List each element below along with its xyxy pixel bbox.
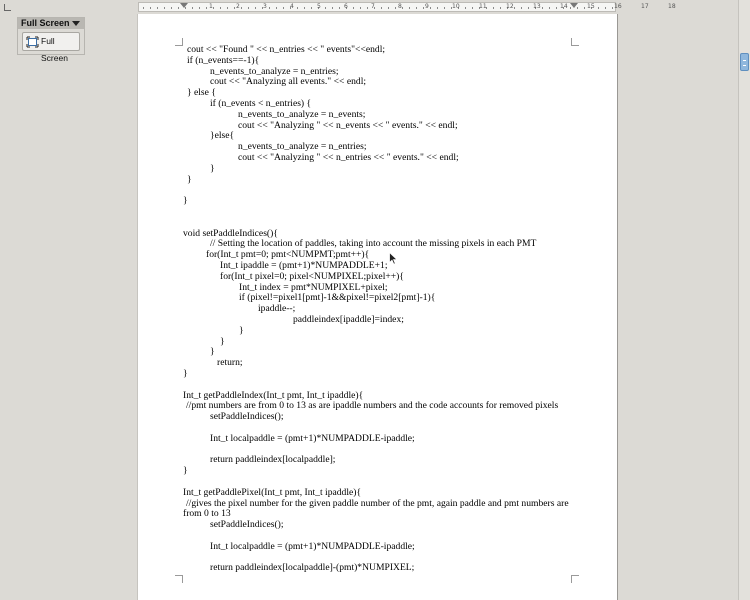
ruler-number: 17: [641, 3, 649, 10]
ruler-tick: [255, 7, 256, 9]
ruler-tick: [304, 7, 305, 9]
code-line: }: [183, 368, 188, 379]
ruler-tick: [367, 7, 368, 9]
ruler-tick: [381, 7, 382, 9]
ruler-number: 1: [209, 3, 213, 10]
crop-mark-bottom-right: [571, 575, 579, 583]
ruler-tick: [493, 7, 494, 9]
ruler-number: 8: [398, 3, 402, 10]
code-line: if (pixel!=pixel1[pmt]-1&&pixel!=pixel2[pmt]-1){: [239, 292, 436, 304]
code-line: }: [239, 324, 244, 336]
code-line: Int_t ipaddle = (pmt+1)*NUMPADDLE+1;: [220, 260, 388, 271]
crop-mark-top-left: [175, 38, 183, 46]
ruler-number: 5: [317, 3, 321, 10]
code-line: for(Int_t pmt=0; pmt<NUMPMT;pmt++){: [206, 249, 370, 261]
ruler-number: 6: [344, 3, 348, 10]
code-line: return;: [217, 357, 243, 369]
code-line: if (n_events==-1){: [187, 54, 260, 66]
code-line: ipaddle--;: [258, 303, 296, 315]
ruler-tick: [605, 7, 606, 9]
ruler-tick: [276, 7, 277, 9]
code-line: Int_t getPaddlePixel(Int_t pmt, Int_t ipaddle){: [183, 486, 362, 498]
ruler-tick: [220, 7, 221, 9]
code-line: }: [220, 335, 225, 347]
ruler-number: 12: [506, 3, 514, 10]
code-line: Int_t index = pmt*NUMPIXEL+pixel;: [239, 281, 388, 293]
ruler-tick: [395, 7, 396, 9]
ruler-tick: [598, 7, 599, 9]
chevron-down-icon[interactable]: [72, 21, 80, 26]
ruler-tick: [549, 7, 550, 9]
code-line: return paddleindex[localpaddle];: [210, 454, 336, 466]
ruler-number: 4: [290, 3, 294, 10]
full-screen-toolbar: [17, 17, 85, 63]
code-line: //gives the pixel number for the given paddle number of the pmt, again paddle and pmt numbers are: [186, 497, 569, 509]
ruler-tick: [269, 7, 270, 9]
ruler-tick: [332, 7, 333, 9]
ruler-tick: [192, 7, 193, 9]
ruler-tick: [402, 7, 403, 9]
ruler-tick: [521, 7, 522, 9]
ruler-tick: [500, 7, 501, 9]
ruler-tick: [178, 7, 179, 9]
code-line: } else {: [187, 87, 216, 99]
code-line: setPaddleIndices();: [210, 411, 284, 423]
ruler-tick: [213, 7, 214, 9]
code-line: from 0 to 13: [183, 508, 231, 520]
code-line: cout << "Analyzing all events." << endl;: [210, 76, 367, 88]
ruler-tick: [248, 7, 249, 9]
code-line: }: [183, 465, 188, 477]
ruler-number: 11: [479, 3, 487, 10]
code-line: //pmt numbers are from 0 to 13 as are ipaddle numbers and the code accounts for removed pixels: [186, 400, 559, 412]
code-line: cout << "Found " << n_entries << " events"<<endl;: [187, 44, 386, 55]
code-line: for(Int_t pixel=0; pixel<NUMPIXEL;pixel++){: [220, 270, 404, 282]
code-line: }: [187, 173, 192, 185]
ruler-number: 15: [587, 3, 595, 10]
ruler-tick: [325, 7, 326, 9]
code-line: // Setting the location of paddles, taking into account the missing pixels in each PMT: [210, 238, 537, 250]
full-screen-button-label: Full Screen: [41, 36, 68, 63]
code-line: paddleindex[ipaddle]=index;: [293, 314, 404, 325]
code-line: }: [183, 195, 188, 207]
ruler-tick: [584, 7, 585, 9]
ruler-tick: [423, 7, 424, 9]
ruler-tick: [150, 7, 151, 9]
code-line: n_events_to_analyze = n_entries;: [210, 65, 339, 77]
code-line: void setPaddleIndices(){: [183, 227, 278, 239]
crop-mark-bottom-left: [175, 575, 183, 583]
ruler-tick: [311, 7, 312, 9]
ruler-tick: [353, 7, 354, 9]
full-screen-icon: [26, 36, 39, 48]
code-line: }else{: [210, 130, 235, 142]
ruler-tick: [206, 7, 207, 9]
ruler-tick: [339, 7, 340, 9]
ruler-number: 9: [425, 3, 429, 10]
ruler-tick: [514, 7, 515, 9]
left-indent-marker[interactable]: [180, 3, 188, 8]
ruler-number: 16: [614, 3, 622, 10]
code-line: Int_t localpaddle = (pmt+1)*NUMPADDLE-ipaddle;: [210, 432, 415, 444]
code-line: setPaddleIndices();: [210, 519, 284, 531]
window-corner-mark: [4, 4, 11, 11]
ruler-tick: [283, 7, 284, 9]
code-line: }: [210, 346, 215, 358]
toolbar-title-label: Full Screen: [21, 18, 70, 28]
code-line: cout << "Analyzing " << n_events << " events." << endl;: [238, 119, 458, 131]
code-line: n_events_to_analyze = n_events;: [238, 108, 366, 120]
code-line: }: [210, 162, 215, 174]
ruler-tick: [528, 7, 529, 9]
ruler-tick: [612, 7, 613, 9]
code-line: cout << "Analyzing " << n_entries << " events." << endl;: [238, 152, 459, 163]
vertical-scrollbar[interactable]: [738, 0, 750, 600]
ruler-number: 3: [263, 3, 267, 10]
code-line: return paddleindex[localpaddle]-(pmt)*NUMPIXEL;: [210, 562, 415, 574]
code-line: Int_t getPaddleIndex(Int_t pmt, Int_t ipaddle){: [183, 389, 364, 401]
ruler-tick: [437, 7, 438, 9]
ruler-number: 10: [452, 3, 460, 10]
ruler-tick: [157, 7, 158, 9]
ruler-number: 2: [236, 3, 240, 10]
ruler-tick: [388, 7, 389, 9]
ruler-tick: [227, 7, 228, 9]
code-line: n_events_to_analyze = n_entries;: [238, 141, 367, 153]
document-page[interactable]: [138, 14, 617, 600]
ruler-tick: [199, 7, 200, 9]
ruler-tick: [143, 7, 144, 9]
ruler-tick: [444, 7, 445, 9]
ruler-number: 7: [371, 3, 375, 10]
ruler-tick: [297, 7, 298, 9]
ruler-tick: [171, 7, 172, 9]
mouse-pointer-icon: [389, 252, 398, 265]
ruler-tick: [234, 7, 235, 9]
ruler-tick: [542, 7, 543, 9]
ruler-tick: [472, 7, 473, 9]
ruler-tick: [465, 7, 466, 9]
right-indent-marker[interactable]: [570, 3, 578, 8]
ruler-tick: [360, 7, 361, 9]
ruler-tick: [556, 7, 557, 9]
ruler-number: 13: [533, 3, 541, 10]
toolbar-title[interactable]: [18, 18, 84, 29]
scrollbar-thumb[interactable]: [740, 53, 749, 71]
ruler-number: 14: [560, 3, 568, 10]
crop-mark-top-right: [571, 38, 579, 46]
ruler-tick: [416, 7, 417, 9]
ruler-tick: [430, 7, 431, 9]
ruler-tick: [409, 7, 410, 9]
code-line: Int_t localpaddle = (pmt+1)*NUMPADDLE-ipaddle;: [210, 540, 415, 552]
horizontal-ruler[interactable]: [138, 2, 676, 12]
ruler-tick: [164, 7, 165, 9]
ruler-tick: [241, 7, 242, 9]
code-line: if (n_events < n_entries) {: [210, 98, 312, 109]
ruler-number: 18: [668, 3, 676, 10]
full-screen-button[interactable]: [22, 32, 80, 63]
